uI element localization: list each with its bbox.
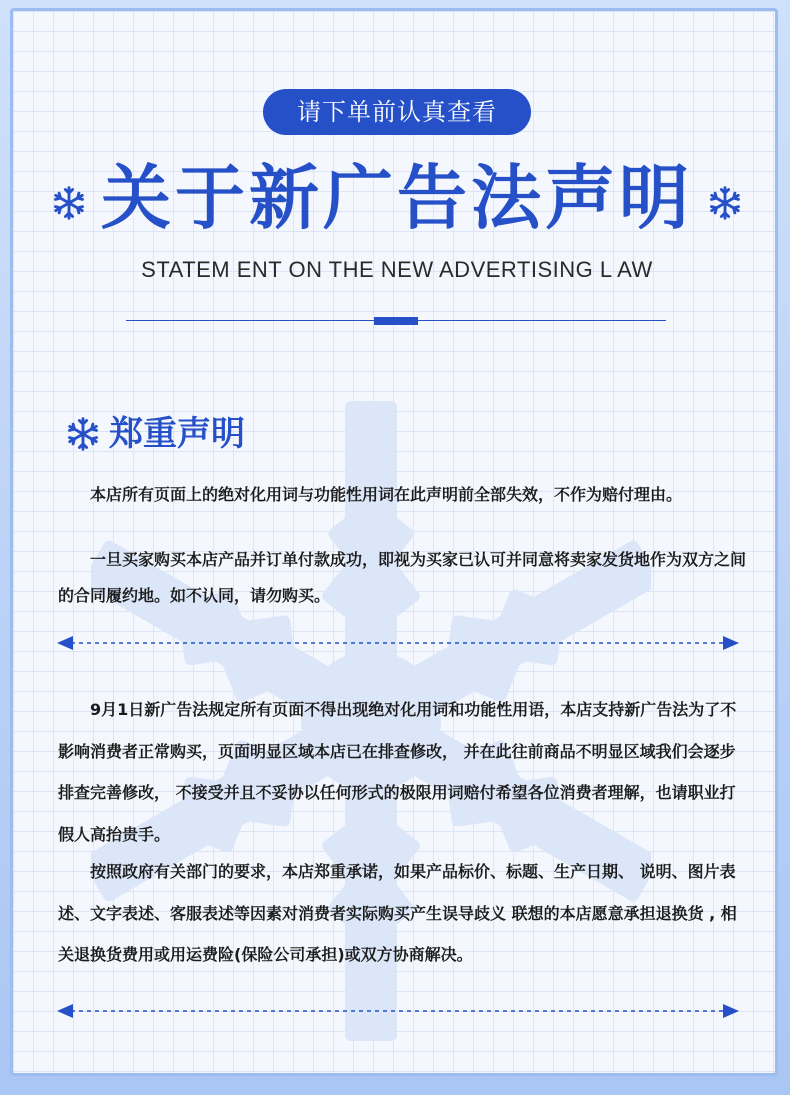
read-before-order-badge: 请下单前认真查看	[263, 89, 531, 135]
dotted-arrow-divider	[55, 1001, 741, 1021]
section-heading: 郑重声明	[109, 414, 245, 454]
statement-paragraph: 一旦买家购买本店产品并订单付款成功，即视为买家已认可并同意将卖家发货地作为双方之间的合同履约地。如不认同，请勿购买。	[58, 550, 747, 605]
page-title: 关于新广告法声明	[101, 157, 693, 239]
snowflake-icon	[707, 185, 743, 221]
statement-paragraph: 本店所有页面上的绝对化用词与功能性用词在此声明前全部失效，不作为赔付理由。	[90, 485, 683, 504]
title-underline-accent	[374, 317, 418, 325]
page-subtitle: STATEM ENT ON THE NEW ADVERTISING L AW	[141, 257, 653, 282]
dotted-arrow-divider	[55, 633, 741, 653]
snowflake-icon	[65, 416, 101, 452]
commitment-paragraph: 按照政府有关部门的要求，本店郑重承诺，如果产品标价、标题、生产日期、 说明、图片表述、文字表述、客服表述等因素对消费者实际购买产生误导歧义 联想的本店愿意承担退换货 , 相关退换货费用或用运费险(保险公司承担)或双方协商解决。	[58, 862, 737, 964]
notice-paper	[10, 8, 778, 1076]
law-notice-paragraph: 9月1日新广告法规定所有页面不得出现绝对化用词和功能性用语，本店支持新广告法为了不影响消费者正常购买，页面明显区域本店已在排查修改， 并在此往前商品不明显区域我们会逐步排查完善修改， 不接受并且不妥协以任何形式的极限用词赔付希望各位消费者理解，也请职业打假人高抬贵手。	[58, 700, 737, 844]
